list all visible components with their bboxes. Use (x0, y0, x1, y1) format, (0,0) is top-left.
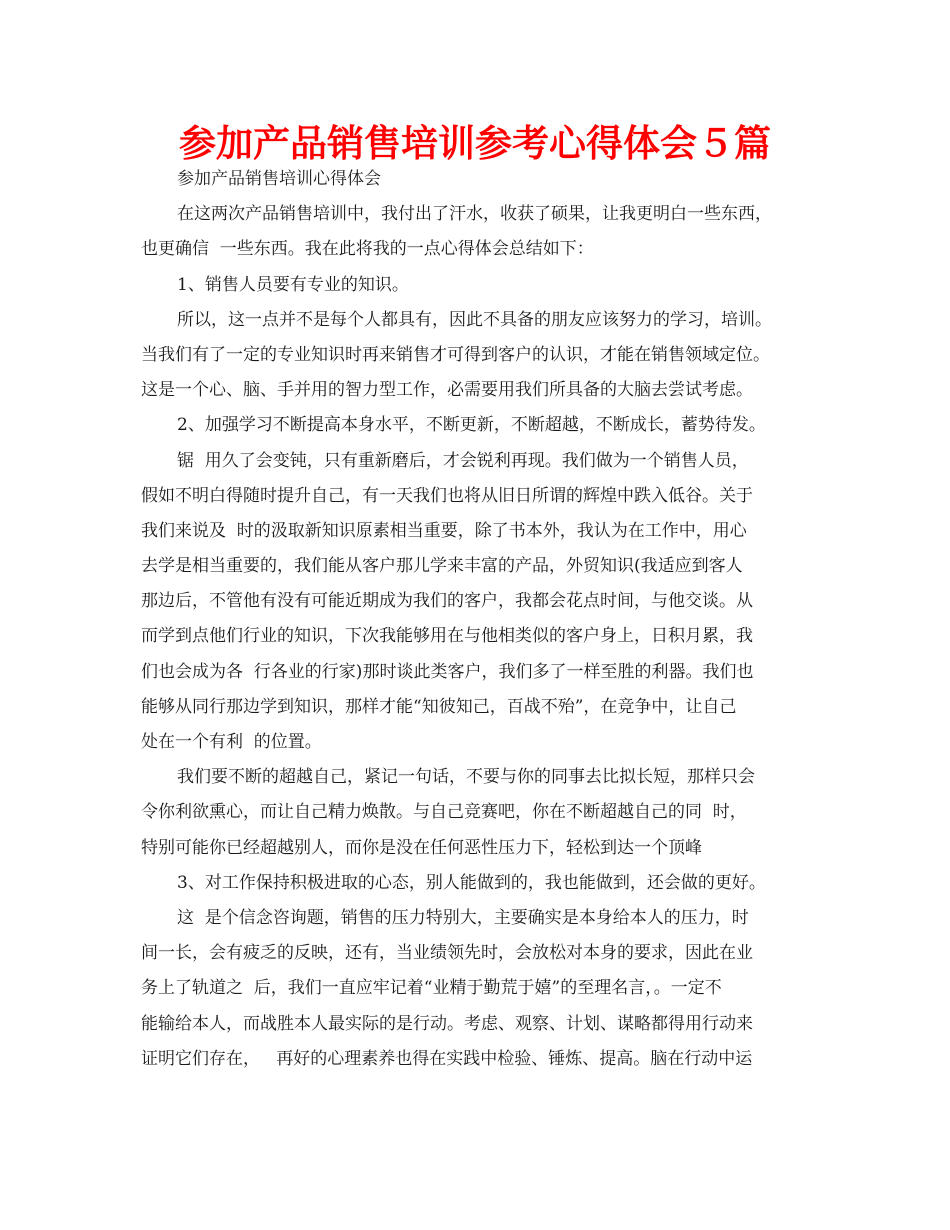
text-line: 们也会成为各 行各业的行家)那时谈此类客户，我们多了一样至胜的利器。我们也 (141, 661, 754, 682)
text-line: 特别可能你已经超越别人，而你是没在任何恶性压力下，轻松到达一个顶峰 (141, 837, 702, 858)
text-line: 在这两次产品销售培训中，我付出了汗水，收获了硕果，让我更明白一些东西， (177, 204, 772, 225)
text-line: 能够从同行那边学到知识，那样才能“知彼知己，百战不殆”，在竞争中，让自己 (141, 696, 737, 717)
text-line: 也更确信 一些东西。我在此将我的一点心得体会总结如下： (141, 239, 594, 260)
text-line: 令你利欲熏心，而让自己精力焕散。与自己竞赛吧，你在不断超越自己的同 时， (141, 802, 747, 823)
text-line: 假如不明白得随时提升自己，有一天我们也将从旧日所谓的辉煌中跌入低谷。关于 (141, 485, 753, 506)
text-line: 这 是个信念咨询题，销售的压力特别大，主要确实是本身给本人的压力，时 (177, 907, 749, 928)
document-body (141, 162, 821, 1077)
text-line: 当我们有了一定的专业知识时再来销售才可得到客户的认识，才能在销售领域定位。 (141, 344, 770, 365)
text-line: 我们来说及 时的汲取新知识原素相当重要，除了书本外，我认为在工作中，用心 (141, 520, 747, 541)
text-line: 2、加强学习不断提高本身水平，不断更新，不断超越，不断成长，蓄势待发。 (177, 415, 766, 436)
text-line: 务上了轨道之 后，我们一直应牢记着“业精于勤荒于嬉”的至理名言，。一定不 (141, 978, 722, 999)
text-line: 我们要不断的超越自己，紧记一句话，不要与你的同事去比拟长短，那样只会 (177, 767, 755, 788)
text-line: 这是一个心、脑、手并用的智力型工作，必需要用我们所具备的大脑去尝试考虑。 (141, 380, 753, 401)
text-line: 1、销售人员要有专业的知识。 (177, 274, 409, 295)
text-line: 锯 用久了会变钝，只有重新磨后，才会锐利再现。我们做为一个销售人员， (177, 450, 749, 471)
document-title: 参加产品销售培训参考心得体会５篇 (179, 122, 771, 165)
text-line: 证明它们存在， 再好的心理素养也得在实践中检验、锤炼、提高。脑在行动中运 (141, 1048, 753, 1069)
text-line: 3、对工作保持积极进取的心态，别人能做到的，我也能做到，还会做的更好。 (177, 872, 766, 893)
text-line: 能输给本人，而战胜本人最实际的是行动。考虑、观察、计划、谋略都得用行动来 (141, 1013, 753, 1034)
text-line: 那边后，不管他有没有可能近期成为我们的客户，我都会花点时间，与他交谈。从 (141, 591, 753, 612)
text-line: 参加产品销售培训心得体会 (177, 169, 381, 189)
text-line: 而学到点他们行业的知识，下次我能够用在与他相类似的客户身上，日积月累，我 (141, 626, 753, 647)
text-line: 处在一个有利 的位置。 (141, 732, 322, 752)
text-line: 去学是相当重要的，我们能从客户那儿学来丰富的产品，外贸知识(我适应到客人 (141, 556, 743, 577)
text-line: 间一长，会有疲乏的反映，还有，当业绩领先时，会放松对本身的要求，因此在业 (141, 943, 753, 964)
text-line: 所以，这一点并不是每个人都具有，因此不具备的朋友应该努力的学习，培训。 (177, 309, 772, 330)
